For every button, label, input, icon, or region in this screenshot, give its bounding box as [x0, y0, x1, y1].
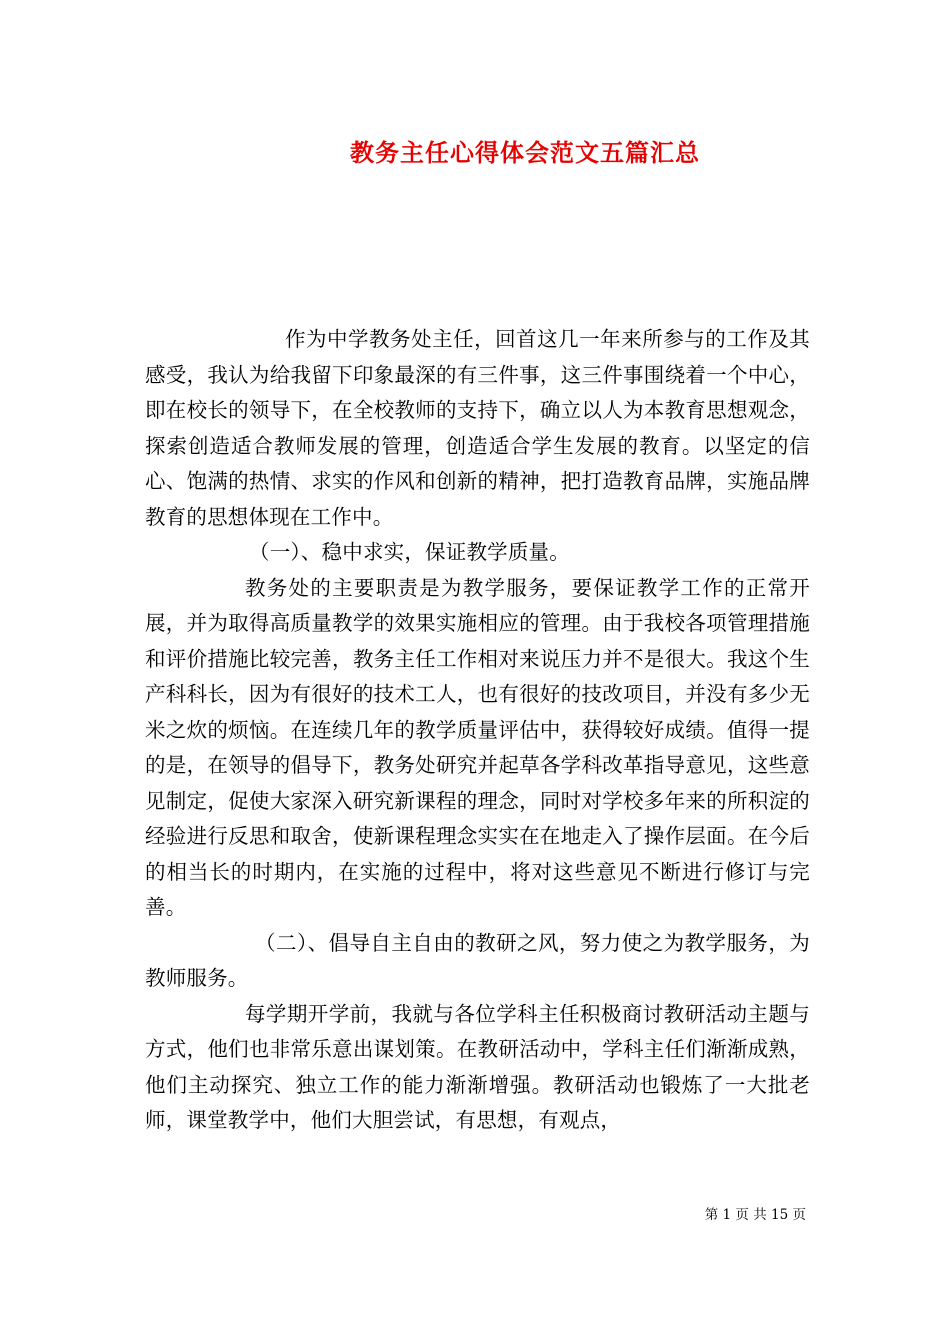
section-heading-2: （二）、倡导自主自由的教研之风，努力使之为教学服务，为教师服务。: [145, 930, 810, 990]
document-title: 教务主任心得体会范文五篇汇总: [350, 138, 700, 167]
paragraph-section-1: 教务处的主要职责是为教学服务，要保证教学工作的正常开展，并为取得高质量教学的效果实施相应的管理。由于我校各项管理措施和评价措施比较完善，教务主任工作相对来说压力并不是很大。我这个生产科科长，因为有很好的技术工人，也有很好的技改项目，并没有多少无米之炊的烦恼。在连续几年的教学质量评估中，获得较好成绩。值得一提的是，在领导的倡导下，教务处研究并起草各学科改革指导意见，这些意见制定，促使大家深入研究新课程的理念，同时对学校多年来的所积淀的经验进行反思和取舍，使新课程理念实实在在地走入了操作层面。在今后的相当长的时期内，在实施的过程中，将对这些意见不断进行修订与完善。: [145, 575, 810, 919]
document-body: [145, 322, 810, 1139]
page-footer: 第 1 页 共 15 页: [704, 1207, 806, 1223]
paragraph-intro: 作为中学教务处主任，回首这几一年来所参与的工作及其感受，我认为给我留下印象最深的有三件事，这三件事围绕着一个中心，即在校长的领导下，在全校教师的支持下，确立以人为本教育思想观念，探索创造适合教师发展的管理，创造适合学生发展的教育。以坚定的信心、饱满的热情、求实的作风和创新的精神，把打造教育品牌，实施品牌教育的思想体现在工作中。: [145, 327, 810, 529]
section-heading-1: （一）、稳中求实，保证教学质量。: [249, 540, 570, 564]
paragraph-section-2: 每学期开学前，我就与各位学科主任积极商讨教研活动主题与方式，他们也非常乐意出谋划策。在教研活动中，学科主任们渐渐成熟，他们主动探究、独立工作的能力渐渐增强。教研活动也锻炼了一大批老师，课堂教学中，他们大胆尝试，有思想，有观点，: [145, 1001, 810, 1132]
